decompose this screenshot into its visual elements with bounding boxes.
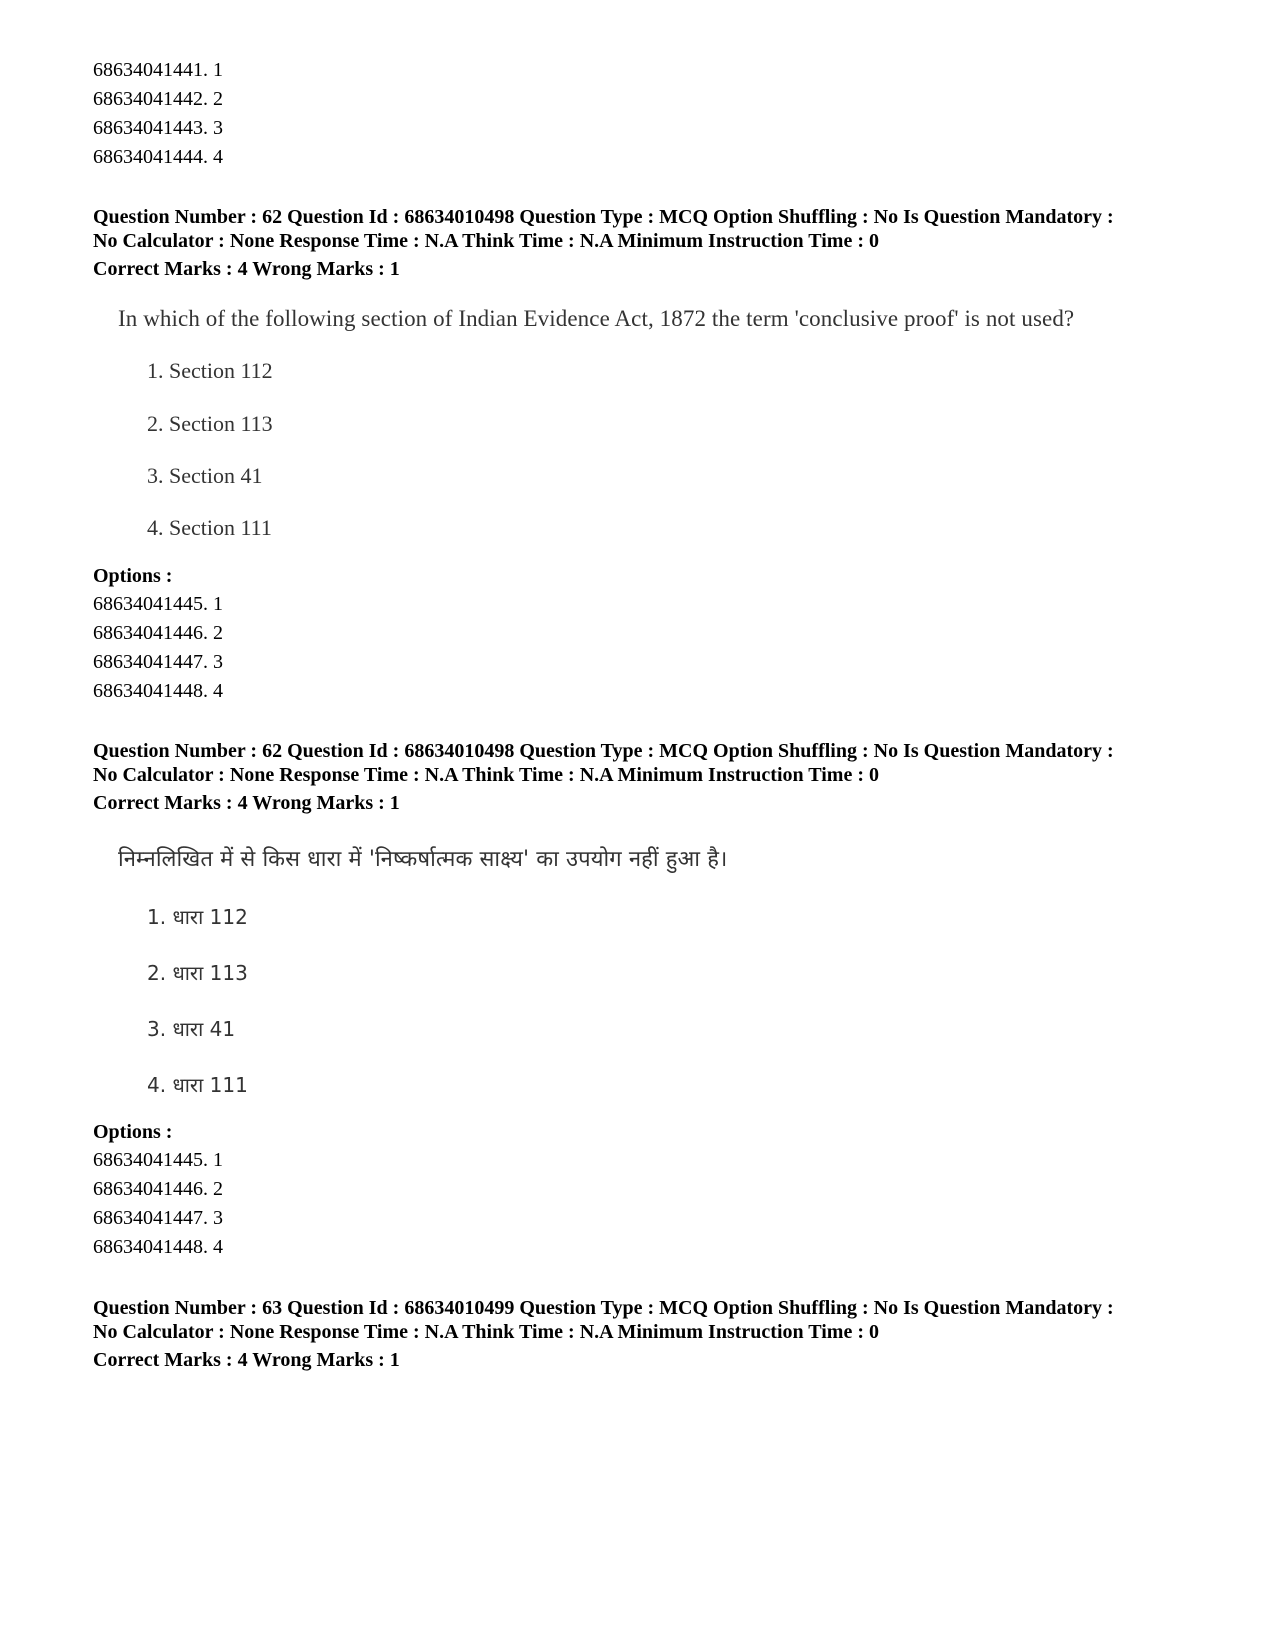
question-62-hi-choice-1: 1. धारा 112 (147, 905, 248, 929)
question-marks: Correct Marks : 4 Wrong Marks : 1 (93, 792, 400, 814)
question-62-en-stem: In which of the following section of Indian Evidence Act, 1872 the term 'conclusive proof' is not used? (118, 306, 1075, 331)
option-item: 68634041445. 1 (93, 593, 223, 615)
option-item: 68634041447. 3 (93, 651, 223, 673)
option-item: 68634041444. 4 (93, 146, 223, 168)
option-item: 68634041445. 1 (93, 1149, 223, 1171)
option-item: 68634041441. 1 (93, 59, 223, 81)
option-item: 68634041442. 2 (93, 88, 223, 110)
question-marks: Correct Marks : 4 Wrong Marks : 1 (93, 1349, 400, 1371)
question-62-hi-choice-3: 3. धारा 41 (147, 1017, 236, 1041)
question-62-en-choice-1: 1. Section 112 (147, 358, 273, 383)
question-62-en-choice-2: 2. Section 113 (147, 411, 273, 436)
question-62-en-header (93, 205, 1213, 281)
question-meta-line-2: No Calculator : None Response Time : N.A Think Time : N.A Minimum Instruction Time : 0 (93, 1321, 879, 1343)
question-meta-line-1: Question Number : 62 Question Id : 68634010498 Question Type : MCQ Option Shuffling : No Is Question Mandatory : (93, 206, 1114, 228)
question-62-hi-options (93, 1146, 223, 1262)
option-item: 68634041448. 4 (93, 680, 223, 702)
question-62-en-choice-4: 4. Section 111 (147, 515, 272, 540)
option-item: 68634041447. 3 (93, 1207, 223, 1229)
question-marks: Correct Marks : 4 Wrong Marks : 1 (93, 258, 400, 280)
question-meta-line-2: No Calculator : None Response Time : N.A Think Time : N.A Minimum Instruction Time : 0 (93, 764, 879, 786)
option-item: 68634041448. 4 (93, 1236, 223, 1258)
question-62-hi-choice-2: 2. धारा 113 (147, 961, 248, 985)
question-62-en-options (93, 590, 223, 706)
question-meta-line-1: Question Number : 62 Question Id : 68634010498 Question Type : MCQ Option Shuffling : No Is Question Mandatory : (93, 740, 1114, 762)
options-label: Options : (93, 565, 173, 587)
question-63-header (93, 1296, 1213, 1372)
question-meta-line-2: No Calculator : None Response Time : N.A Think Time : N.A Minimum Instruction Time : 0 (93, 230, 879, 252)
question-62-en-choice-3: 3. Section 41 (147, 463, 263, 488)
question-62-hi-header (93, 739, 1213, 815)
question-62-hi-choice-4: 4. धारा 111 (147, 1073, 248, 1097)
previous-question-options (93, 56, 223, 172)
option-item: 68634041443. 3 (93, 117, 223, 139)
option-item: 68634041446. 2 (93, 622, 223, 644)
question-meta-line-1: Question Number : 63 Question Id : 68634010499 Question Type : MCQ Option Shuffling : No Is Question Mandatory : (93, 1297, 1114, 1319)
options-label: Options : (93, 1121, 173, 1143)
question-62-hi-stem: निम्नलिखित में से किस धारा में 'निष्कर्षात्मक साक्ष्य' का उपयोग नहीं हुआ है। (118, 847, 728, 872)
option-item: 68634041446. 2 (93, 1178, 223, 1200)
